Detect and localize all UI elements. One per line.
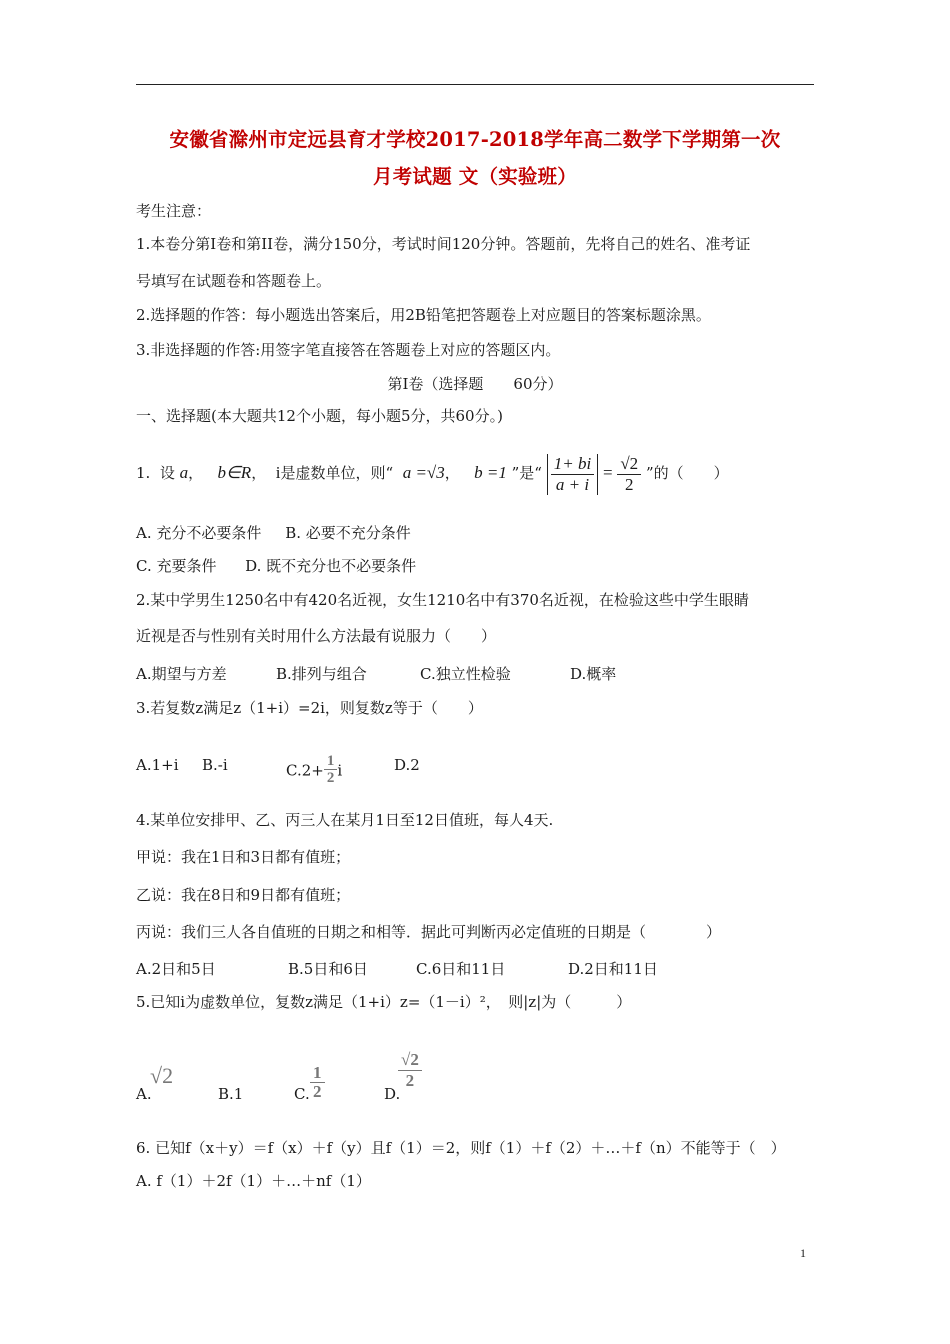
q1-text-1: 设 [159, 464, 175, 482]
q3-option-c [286, 755, 342, 788]
q1-var-i: i [275, 463, 281, 482]
question-1 [136, 448, 729, 498]
q1-abs-value [547, 454, 598, 495]
q3-option-a: A.1+i [136, 756, 179, 774]
q5-options [136, 1050, 816, 1106]
q6-line: 6. 已知f（x＋y）＝f（x）＋f（y）且f（1）＝2，则f（1）＋f（2）＋…＋f（n）不能等于（ ） [136, 1139, 786, 1157]
q1-rhs-denominator: 2 [617, 474, 641, 495]
q3-option-d: D.2 [394, 756, 420, 774]
q5-option-d-numerator: √2 [401, 1050, 419, 1069]
q1-text-2: 是虚数单位，则“ [280, 464, 394, 482]
q1-fraction-numerator: 1+ bi [553, 453, 592, 473]
q4-option-c: C.6日和11日 [416, 960, 506, 978]
q1-fraction-denominator: a + i [551, 474, 594, 495]
notice-item-3: 3.非选择题的作答:用签字笔直接答在答题卷上对应的答题区内。 [136, 341, 561, 359]
q4-line-3: 乙说：我在8日和9日都有值班； [136, 886, 351, 904]
q1-rhs-fraction [617, 454, 641, 495]
q3-option-c-prefix: C.2+ [286, 761, 324, 780]
q5-option-a-label: A. [136, 1085, 152, 1103]
q1-option-c: C. 充要条件 [136, 557, 217, 575]
q1-equals: = [602, 463, 613, 482]
notice-heading: 考生注意： [136, 202, 212, 220]
q1-number: 1. [136, 464, 151, 482]
q1-text-4: ”的（ ） [645, 464, 729, 482]
q1-options-ab [136, 523, 411, 543]
q6-option-a: A. f（1）＋2f（1）＋…＋nf（1） [136, 1172, 371, 1190]
q4-line-2: 甲说：我在1日和3日都有值班； [136, 848, 351, 866]
q4-line-1: 4.某单位安排甲、乙、丙三人在某月1日至12日值班，每人4天. [136, 811, 554, 829]
header-rule [136, 84, 814, 85]
q1-comma-1: ， [188, 464, 204, 482]
q1-options-cd [136, 556, 416, 576]
section1-heading: 一、选择题(本大题共12个小题，每小题5分，共60分。) [136, 407, 503, 425]
q3-option-c-fraction [324, 753, 338, 786]
part1-heading: 第I卷（选择题 60分） [387, 375, 563, 393]
q1-condition-b: b =1 [474, 463, 507, 482]
q1-b-in-r: b∈R [217, 463, 252, 482]
q5-option-d-denominator: 2 [398, 1070, 422, 1091]
q1-fraction [551, 454, 594, 495]
page-number: 1 [800, 1246, 806, 1260]
q2-option-b: B.排列与组合 [276, 665, 367, 683]
q2-option-d: D.概率 [570, 665, 617, 683]
q5-line: 5.已知i为虚数单位，复数z满足（1+i）z=（1－i）²， 则|z|为（ ） [136, 993, 632, 1011]
q1-comma-3: ， [444, 464, 460, 482]
q5-option-a-value: √2 [150, 1063, 174, 1088]
q4-option-d: D.2日和11日 [568, 960, 658, 978]
q1-option-a: A. 充分不必要条件 [136, 524, 262, 542]
q5-option-c-fraction [310, 1064, 325, 1101]
q1-rhs-numerator: √2 [620, 453, 639, 473]
q5-option-b: B.1 [218, 1085, 244, 1103]
document-title-line2: 月考试题 文（实验班） [373, 165, 577, 188]
q1-var-a: a [179, 463, 189, 482]
q3-option-b: B.-i [202, 756, 228, 774]
document-title-line1: 安徽省滁州市定远县育才学校2017-2018学年高二数学下学期第一次 [169, 128, 781, 151]
q2-option-a: A.期望与方差 [136, 665, 227, 683]
q3-option-c-denominator: 2 [324, 769, 338, 786]
q2-line-1: 2.某中学男生1250名中有420名近视，女生1210名中有370名近视，在检验这些中学生眼睛 [136, 591, 749, 609]
notice-item-1a: 1.本卷分第Ⅰ卷和第II卷，满分150分，考试时间120分钟。答题前，先将自己的姓名、准考证 [136, 235, 751, 253]
q5-option-d-label: D. [384, 1085, 401, 1103]
q5-option-d-fraction [398, 1050, 422, 1091]
notice-item-2: 2.选择题的作答：每小题选出答案后，用2B铅笔把答题卷上对应题目的答案标题涂黑。 [136, 306, 711, 324]
q1-text-3: ”是“ [511, 464, 542, 482]
q1-option-d: D. 既不充分也不必要条件 [245, 557, 417, 575]
q2-line-2: 近视是否与性别有关时用什么方法最有说服力（ ） [136, 627, 497, 645]
q3-line: 3.若复数z满足z（1+i）=2i，则复数z等于（ ） [136, 699, 483, 717]
q2-option-c: C.独立性检验 [420, 665, 511, 683]
q1-condition-a: a =√3 [402, 463, 445, 482]
q4-line-4: 丙说：我们三人各自值班的日期之和相等．据此可判断丙必定值班的日期是（ ） [136, 923, 722, 941]
q4-option-a: A.2日和5日 [136, 960, 216, 978]
q1-option-b: B. 必要不充分条件 [285, 524, 411, 542]
notice-item-1b: 号填写在试题卷和答题卷上。 [136, 272, 332, 290]
q5-option-c-numerator: 1 [313, 1063, 322, 1082]
q5-option-c-label: C. [294, 1085, 310, 1103]
q5-option-c-denominator: 2 [310, 1082, 325, 1101]
q4-option-b: B.5日和6日 [288, 960, 368, 978]
q1-comma-2: ， [251, 464, 267, 482]
q3-option-c-suffix: i [337, 761, 343, 780]
q3-option-c-numerator: 1 [326, 753, 335, 769]
